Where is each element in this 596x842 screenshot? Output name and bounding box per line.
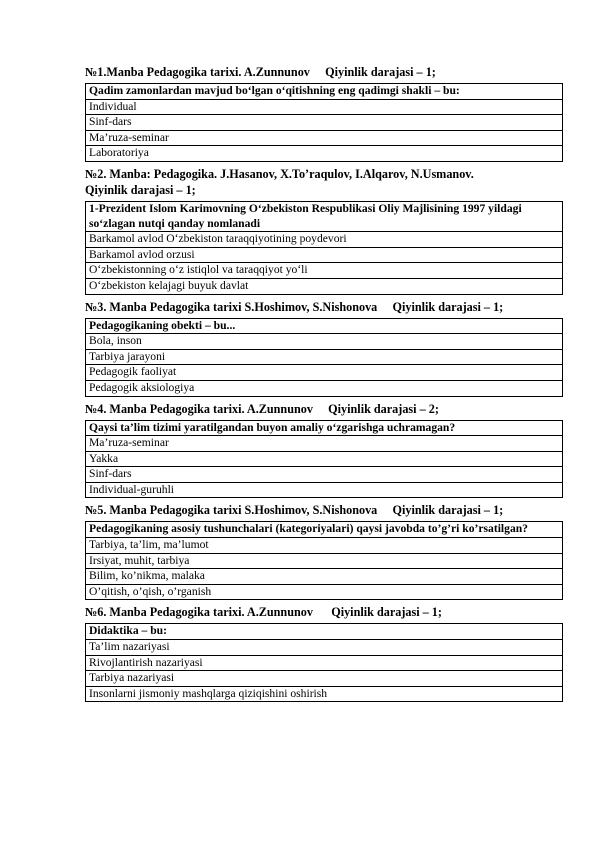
answer-option: Tarbiya jarayoni	[86, 349, 563, 365]
question-heading: №3. Manba Pedagogika tarixi S.Hoshimov, S.Nishonova Qiyinlik darajasi – 1;	[85, 299, 504, 314]
question-text: Qadim zamonlardan mavjud bo‘lgan o‘qitishning eng qadimgi shakli – bu:	[86, 84, 563, 100]
answer-option: O‘zbekistonning o‘z istiqlol va taraqqiyot yo‘li	[86, 263, 563, 279]
answer-option: O‘zbekiston kelajagi buyuk davlat	[86, 278, 563, 294]
question-heading: №1.Manba Pedagogika tarixi. A.Zunnunov Qiyinlik darajasi – 1;	[85, 65, 436, 79]
question-heading: №6. Manba Pedagogika tarixi. A.Zunnunov Qiyinlik darajasi – 1;	[85, 605, 442, 620]
question-text: Qaysi ta’lim tizimi yaratilgandan buyon amaliy o‘zgarishga uchramagan?	[86, 420, 563, 436]
question-table	[85, 623, 563, 702]
answer-option: Laboratoriya	[86, 146, 563, 162]
answer-option: Pedagogik aksiologiya	[86, 380, 563, 396]
question-table	[85, 318, 563, 397]
answer-option: Bilim, ko’nikma, malaka	[86, 569, 563, 585]
answer-option: Ma’ruza-seminar	[86, 130, 563, 146]
answer-option: Bola, inson	[86, 334, 563, 350]
answer-option: Barkamol avlod O‘zbekiston taraqqiyotining poydevori	[86, 232, 563, 248]
question-table	[85, 83, 563, 162]
question-text: Pedagogikaning asosiy tushunchalari (kategoriyalari) qaysi javobda to’g’ri ko’rsatilgan?	[86, 522, 563, 538]
test-document	[85, 64, 563, 706]
answer-option: Ma’ruza-seminar	[86, 436, 563, 452]
question-heading: №2. Manba: Pedagogika. J.Hasanov, X.To’raqulov, I.Alqarov, N.Usmanov. Qiyinlik darajasi – 1;	[85, 166, 474, 197]
question-heading: №5. Manba Pedagogika tarixi S.Hoshimov, S.Nishonova Qiyinlik darajasi – 1;	[85, 503, 504, 518]
answer-option: Pedagogik faoliyat	[86, 365, 563, 381]
answer-option: Irsiyat, muhit, tarbiya	[86, 553, 563, 569]
answer-option: O’qitish, o’qish, o’rganish	[86, 584, 563, 600]
question-table	[85, 521, 563, 600]
question-text: Pedagogikaning obekti – bu...	[86, 318, 563, 334]
answer-option: Sinf-dars	[86, 467, 563, 483]
question-text: 1-Prezident Islom Karimovning O‘zbekiston Respublikasi Oliy Majlisining 1997 yildagi so‘zlagan nutqi qanday nomlanadi	[86, 201, 563, 231]
answer-option: Individual-guruhli	[86, 482, 563, 498]
question-table	[85, 201, 563, 295]
answer-option: Individual	[86, 99, 563, 115]
question-table	[85, 420, 563, 499]
answer-option: Tarbiya, ta’lim, ma’lumot	[86, 538, 563, 554]
answer-option: Insonlarni jismoniy mashqlarga qiziqishini oshirish	[86, 686, 563, 702]
answer-option: Rivojlantirish nazariyasi	[86, 655, 563, 671]
answer-option: Sinf-dars	[86, 115, 563, 131]
question-heading: №4. Manba Pedagogika tarixi. A.Zunnunov Qiyinlik darajasi – 2;	[85, 401, 439, 416]
answer-option: Tarbiya nazariyasi	[86, 671, 563, 687]
answer-option: Yakka	[86, 451, 563, 467]
answer-option: Barkamol avlod orzusi	[86, 247, 563, 263]
question-text: Didaktika – bu:	[86, 624, 563, 640]
answer-option: Ta’lim nazariyasi	[86, 640, 563, 656]
